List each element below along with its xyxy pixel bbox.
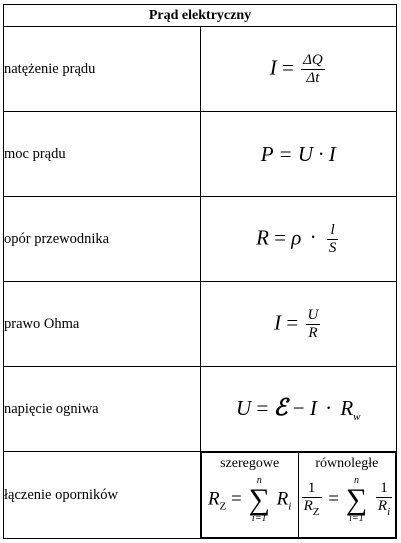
table-row	[4, 367, 397, 452]
numerator: 1	[302, 480, 322, 498]
internal-resistance-subscript: w	[353, 411, 361, 423]
emf-symbol: ℰ	[273, 395, 288, 420]
equals-sign: =	[231, 488, 242, 510]
series-lhs: R	[207, 488, 220, 510]
sum-upper-limit: n	[256, 475, 262, 486]
formula-power	[200, 112, 397, 197]
table-row	[4, 27, 397, 112]
minus-sign: −	[292, 396, 305, 420]
fraction	[302, 480, 322, 521]
table-row	[4, 112, 397, 197]
equals-sign: =	[286, 309, 299, 334]
power-formula-text: P = U · I	[260, 141, 336, 166]
formula-combination	[200, 452, 397, 539]
table-title: Prąd elektryczny	[4, 5, 397, 27]
parallel-lhs-den: R	[303, 497, 313, 514]
formula-lhs: I	[274, 309, 282, 334]
numerator: U	[307, 306, 319, 323]
sum-lower-limit: i=1	[251, 513, 267, 524]
sigma-symbol: ∑	[345, 483, 368, 516]
fraction	[301, 52, 325, 87]
parallel-term-den-subscript: i	[387, 505, 391, 518]
formula-resistance	[200, 197, 397, 282]
sum-lower-limit: i=1	[349, 513, 364, 524]
sum-upper-limit: n	[353, 475, 359, 486]
denominator	[302, 498, 322, 521]
series-lhs-subscript: Z	[219, 500, 227, 513]
formula-table	[3, 4, 397, 539]
equals-sign: =	[328, 488, 339, 510]
denominator: Δt	[306, 69, 320, 86]
table-row	[4, 282, 397, 367]
table-row	[4, 197, 397, 282]
row-label-ohm: prawo Ohma	[4, 282, 201, 367]
formula-ohm	[200, 282, 397, 367]
formula-current	[200, 27, 397, 112]
series-header: szeregowe	[220, 456, 280, 471]
series-term: R	[276, 488, 289, 510]
summation	[249, 476, 270, 524]
summation	[346, 476, 367, 524]
denominator: S	[328, 239, 337, 256]
equals-sign: =	[256, 396, 269, 420]
rho-symbol: ρ	[291, 224, 302, 249]
internal-resistance-symbol: R	[340, 396, 354, 420]
series-term-subscript: i	[288, 500, 292, 513]
fraction	[327, 222, 339, 257]
fraction	[376, 480, 392, 521]
parallel-lhs-den-subscript: Z	[312, 505, 320, 518]
numerator: 1	[376, 480, 392, 498]
equals-sign: =	[282, 54, 294, 79]
row-label-current: natężenie prądu	[4, 27, 201, 112]
numerator: ΔQ	[303, 51, 323, 68]
denominator	[376, 498, 392, 521]
multiply-dot: ·	[309, 224, 317, 249]
denominator: R	[308, 324, 318, 341]
equals-sign: =	[274, 224, 287, 249]
table-row	[4, 452, 397, 539]
row-label-power: moc prądu	[4, 112, 201, 197]
multiply-dot: ·	[325, 396, 333, 420]
row-label-emf: napięcie ogniwa	[4, 367, 201, 452]
formula-lhs: U	[236, 396, 252, 420]
sigma-symbol: ∑	[248, 483, 270, 516]
series-cell	[201, 453, 298, 538]
formula-lhs: I	[269, 54, 277, 79]
current-symbol: I	[309, 396, 317, 420]
formula-lhs: R	[256, 224, 269, 249]
parallel-header: równoległe	[315, 456, 379, 471]
row-label-resistance: opór przewodnika	[4, 197, 201, 282]
combination-subtable	[201, 452, 397, 538]
formula-emf	[200, 367, 397, 452]
numerator: l	[327, 222, 339, 240]
row-label-combination: łączenie oporników	[4, 452, 201, 539]
parallel-cell	[298, 453, 395, 538]
fraction	[306, 307, 321, 342]
parallel-term-den: R	[377, 497, 388, 514]
